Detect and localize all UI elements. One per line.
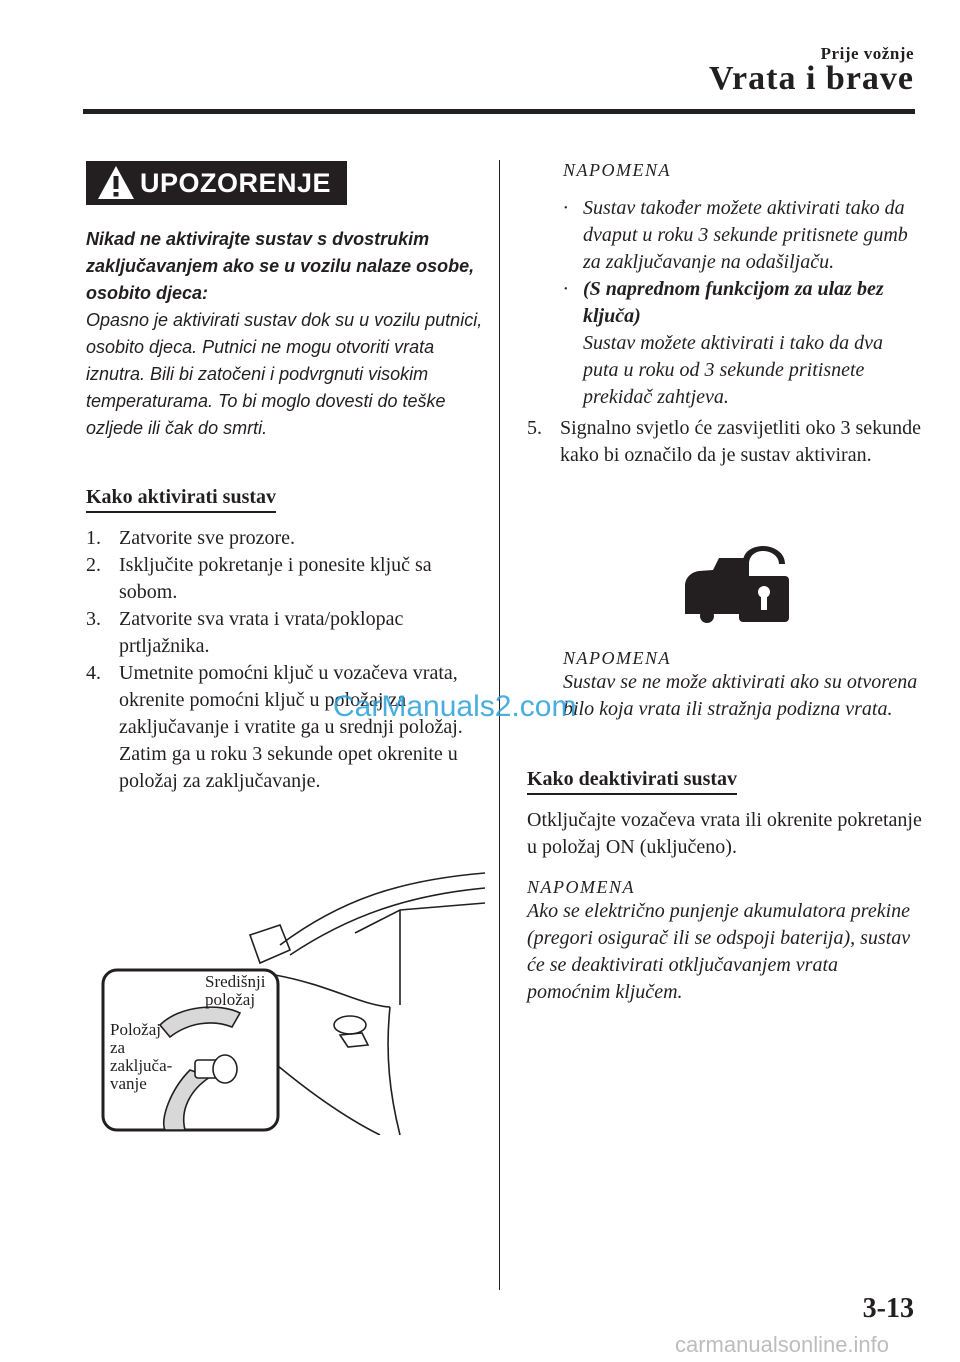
- step-number: 5.: [527, 417, 542, 439]
- label-lock-position: [110, 1021, 172, 1093]
- deactivate-section: [527, 768, 922, 1006]
- bullet-bold-text: (S naprednom funkcijom za ulaz bez ključa): [583, 278, 884, 327]
- step-text: Zatvorite sva vrata i vrata/poklopac prtljažnika.: [119, 608, 404, 657]
- activate-steps: [86, 525, 486, 795]
- note-body: Sustav se ne može aktivirati ako su otvorena bilo koja vrata ili stražnja podizna vrata.: [563, 671, 918, 720]
- security-indicator-icon: [683, 546, 790, 624]
- right-column: [527, 160, 922, 469]
- bullet-text: Sustav možete aktivirati i tako da dva puta u roku od 3 sekunde pritisnete prekidač zahtjeva.: [583, 332, 883, 408]
- warning-text: [86, 226, 486, 442]
- step-item: [86, 525, 486, 552]
- bullet-dot: ·: [563, 197, 568, 219]
- step-item: [86, 606, 486, 660]
- step-item: [86, 552, 486, 606]
- step-text: Signalno svjetlo će zasvijetliti oko 3 sekunde kako bi označilo da je sustav aktiviran.: [560, 417, 922, 466]
- step-item: [86, 660, 486, 795]
- note-heading: NAPOMENA: [527, 877, 635, 897]
- watermark-bottom: carmanualsonline.info: [675, 1332, 890, 1357]
- step-number: 4.: [86, 662, 101, 684]
- note-bullet: [563, 276, 922, 411]
- warning-triangle-icon: [96, 163, 136, 203]
- header-rule: [83, 109, 915, 114]
- deactivate-text: Otključajte vozačeva vrata ili okrenite pokretanje u položaj ON (uključeno).: [527, 809, 922, 858]
- chapter-title: Prije vožnje: [820, 44, 914, 63]
- step-text: Umetnite pomoćni ključ u vozačeva vrata, okrenite pomoćni ključ u položaj za zaključavanje i vratite ga u srednji položaj. Zatim ga u roku 3 sekunde opet okrenite u položaj za zaključavanje.: [119, 662, 463, 792]
- step-number: 1.: [86, 527, 101, 549]
- warning-banner: [86, 161, 347, 205]
- label-line: Položaj: [110, 1020, 161, 1039]
- warning-body-text: Opasno je aktivirati sustav dok su u vozilu putnici, osobito djeca. Putnici ne mogu otvoriti vrata iznutra. Bili bi zatočeni i podvrgnuti visokim temperaturama. To bi moglo dovesti do teške ozljede ili čak do smrti.: [86, 310, 483, 438]
- label-line: zaključa-: [110, 1056, 173, 1075]
- label-line: za: [110, 1038, 126, 1057]
- step-text: Zatvorite sve prozore.: [119, 527, 296, 549]
- label-line: vanje: [110, 1074, 147, 1093]
- step-5: [527, 415, 922, 469]
- note-3: [527, 877, 922, 1006]
- label-line: Središnji: [205, 972, 266, 991]
- note-body: [563, 195, 922, 411]
- deactivate-heading: Kako deaktivirati sustav: [527, 768, 737, 795]
- door-key-figure: [100, 855, 490, 1135]
- page-number: 3-13: [862, 1293, 914, 1324]
- note-heading: NAPOMENA: [563, 648, 671, 668]
- activate-heading: Kako aktivirati sustav: [86, 486, 276, 513]
- warning-label: UPOZORENJE: [140, 167, 332, 198]
- activate-section: [86, 486, 486, 795]
- bullet-dot: ·: [563, 278, 568, 300]
- step-text: Isključite pokretanje i ponesite ključ sa sobom.: [119, 554, 432, 603]
- step-number: 2.: [86, 554, 101, 576]
- column-divider: [499, 160, 500, 1290]
- bullet-text: Sustav također možete aktivirati tako da dvaput u roku 3 sekunde pritisnete gumb za zaključavanje na odašiljaču.: [583, 197, 908, 273]
- label-line: položaj: [205, 990, 256, 1009]
- note-heading: NAPOMENA: [563, 160, 671, 180]
- warning-bold-text: Nikad ne aktivirajte sustav s dvostrukim zaključavanjem ako se u vozilu nalaze osobe, osobito djeca:: [86, 229, 475, 303]
- section-title: Vrata i brave: [709, 60, 914, 97]
- note-body: Ako se električno punjenje akumulatora prekine (pregori osigurač ili se odspoji baterija), sustav će se deaktivirati otključavanjem vrata pomoćnim ključem.: [527, 900, 911, 1003]
- watermark-center: CarManuals2.com: [333, 690, 577, 723]
- car-door-illustration: [100, 855, 490, 1135]
- note-bullet: [563, 195, 922, 276]
- step-number: 3.: [86, 608, 101, 630]
- note-2: [563, 648, 923, 723]
- step-item: [527, 415, 922, 469]
- label-center-position: [205, 973, 265, 1009]
